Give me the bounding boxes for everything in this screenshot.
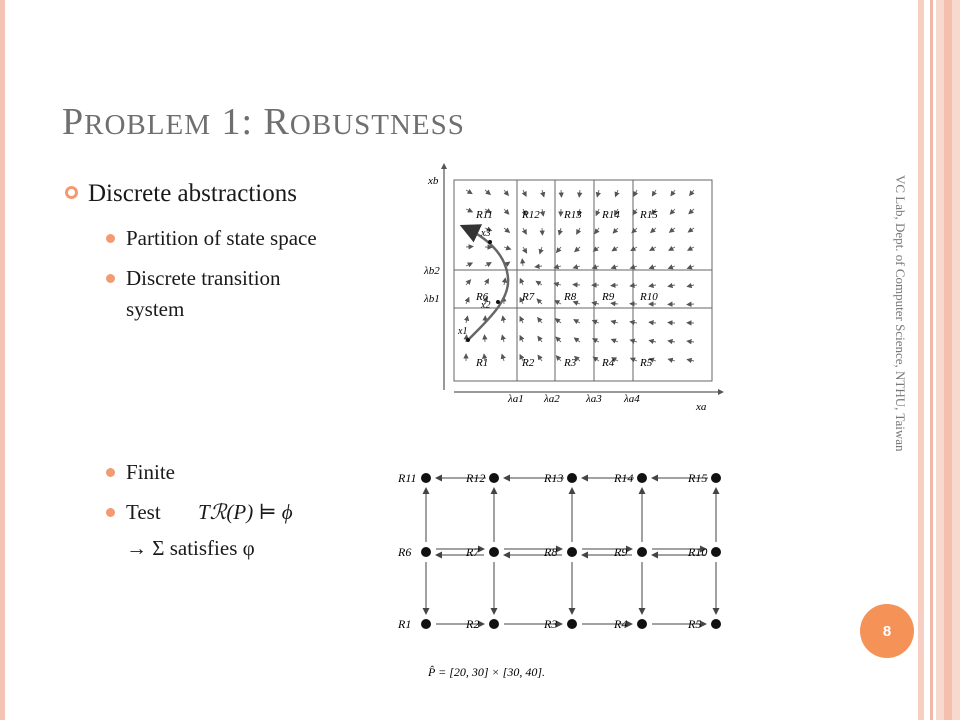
bullet-text: Discrete abstractions xyxy=(88,180,297,207)
x-axis-label: xa xyxy=(696,401,707,412)
field-arrow xyxy=(466,316,468,323)
test-formula: Tℛ(P) ⊨ ϕ xyxy=(198,500,293,524)
state-node xyxy=(489,619,499,629)
node-label: R14 xyxy=(614,471,634,485)
field-arrow xyxy=(536,281,542,285)
field-arrow xyxy=(520,336,523,342)
field-arrow xyxy=(668,285,675,286)
field-arrow xyxy=(649,285,656,286)
node-label: R4 xyxy=(614,617,628,631)
field-arrow xyxy=(615,190,618,197)
state-node xyxy=(489,473,499,483)
ring-bullet-icon xyxy=(65,186,78,199)
bullet-text: Test xyxy=(126,500,161,524)
right-border-band xyxy=(944,0,952,720)
field-arrow xyxy=(689,209,694,214)
page-number-badge: 8 xyxy=(860,604,914,658)
field-arrow xyxy=(631,247,637,251)
state-node xyxy=(567,619,577,629)
node-label: R15 xyxy=(688,471,708,485)
state-point xyxy=(496,300,500,304)
field-arrow xyxy=(611,303,618,304)
dot-bullet-icon xyxy=(106,274,115,283)
field-arrow xyxy=(668,323,675,324)
field-arrow xyxy=(485,335,486,342)
dot-bullet-icon xyxy=(106,234,115,243)
field-arrow xyxy=(670,228,676,232)
right-border-band xyxy=(918,0,924,720)
field-arrow xyxy=(538,336,542,342)
field-arrow xyxy=(537,299,542,304)
title-part: ROBLEM xyxy=(84,109,211,141)
field-arrow xyxy=(688,247,694,250)
state-node xyxy=(421,547,431,557)
region-label: R9 xyxy=(602,291,615,303)
field-arrow xyxy=(595,228,599,234)
field-arrow xyxy=(631,358,637,361)
field-arrow xyxy=(538,355,542,361)
field-arrow xyxy=(504,190,508,195)
title-part: P xyxy=(62,101,85,143)
field-arrow xyxy=(573,285,580,286)
node-label: R6 xyxy=(398,545,412,559)
figure-caption: P̂ = [20, 30] × [30, 40]. xyxy=(428,665,545,679)
field-arrow xyxy=(670,209,675,214)
right-border-band xyxy=(930,0,933,720)
field-arrow xyxy=(612,247,618,251)
title-part: R xyxy=(263,101,290,143)
field-arrow xyxy=(579,190,580,197)
field-arrow xyxy=(592,266,599,268)
bullet-text: Partition of state space xyxy=(126,226,317,250)
node-label: R13 xyxy=(544,471,564,485)
node-label: R1 xyxy=(398,617,412,631)
field-arrow xyxy=(613,228,618,233)
field-arrow xyxy=(520,279,523,285)
bullet-text: Finite xyxy=(126,460,176,484)
state-node xyxy=(637,547,647,557)
region-label: R7 xyxy=(522,291,535,303)
region-label: R3 xyxy=(564,357,577,369)
field-arrow xyxy=(520,317,523,323)
field-arrow xyxy=(466,209,472,212)
field-arrow xyxy=(593,321,600,324)
y-tick-label: λb1 xyxy=(424,293,440,305)
field-arrow xyxy=(504,278,505,285)
field-arrow xyxy=(556,319,562,323)
state-node xyxy=(711,473,721,483)
x-tick-label: λa3 xyxy=(586,393,602,405)
transition-graph-figure xyxy=(388,440,778,684)
field-arrow xyxy=(502,335,504,342)
field-arrow xyxy=(652,190,656,196)
state-node xyxy=(711,547,721,557)
state-node xyxy=(421,619,431,629)
field-arrow xyxy=(630,340,637,342)
field-arrow xyxy=(466,280,471,285)
dot-bullet-icon xyxy=(106,468,115,477)
node-label: R10 xyxy=(688,545,708,559)
field-arrow xyxy=(504,209,509,214)
field-arrow xyxy=(523,247,527,253)
field-arrow xyxy=(687,341,694,342)
field-arrow xyxy=(485,279,489,285)
field-arrow xyxy=(668,341,675,342)
field-arrow xyxy=(535,266,542,267)
field-arrow xyxy=(687,304,694,305)
field-arrow xyxy=(542,228,543,235)
title-part: 1: xyxy=(210,101,264,143)
field-arrow xyxy=(540,247,542,254)
field-arrow xyxy=(522,259,523,266)
state-node xyxy=(489,547,499,557)
field-arrow xyxy=(504,228,510,232)
vector-field-figure xyxy=(418,160,730,412)
bullet-text: → Σ satisfies φ xyxy=(126,536,255,560)
state-node xyxy=(637,619,647,629)
region-label: R11 xyxy=(476,209,493,221)
region-label: R12 xyxy=(522,209,540,221)
field-arrow xyxy=(611,266,618,268)
field-arrow xyxy=(688,228,694,232)
trajectory-curve xyxy=(462,226,508,340)
field-arrow xyxy=(466,263,472,266)
field-arrow xyxy=(556,356,561,361)
footer-text: VC Lab, Dept. of Computer Science, NTHU, Taiwan xyxy=(893,175,908,452)
node-label: R9 xyxy=(614,545,628,559)
slide-title xyxy=(62,100,465,144)
state-node xyxy=(567,547,577,557)
field-arrow xyxy=(630,322,637,323)
bullet-text: Discrete transition xyxy=(126,266,281,290)
field-arrow xyxy=(574,338,580,342)
field-arrow xyxy=(651,228,656,233)
left-border-rule xyxy=(0,0,5,720)
state-point xyxy=(466,338,470,342)
field-arrow xyxy=(542,209,543,216)
x-tick-label: λa4 xyxy=(624,393,640,405)
field-arrow xyxy=(574,320,580,323)
field-arrow xyxy=(523,228,526,234)
point-label: x1 xyxy=(458,326,468,337)
point-label: x2 xyxy=(481,300,491,311)
field-arrow xyxy=(649,266,656,268)
field-arrow xyxy=(573,266,580,268)
region-label: R6 xyxy=(476,291,489,303)
field-arrow xyxy=(630,285,637,286)
node-label: R8 xyxy=(544,545,558,559)
region-label: R14 xyxy=(602,209,620,221)
field-arrow xyxy=(556,337,561,342)
state-node xyxy=(711,619,721,629)
node-label: R3 xyxy=(544,617,558,631)
state-node xyxy=(421,473,431,483)
field-arrow xyxy=(542,190,544,197)
field-arrow xyxy=(466,247,473,248)
field-arrow xyxy=(634,190,637,196)
title-part: OBUSTNESS xyxy=(289,109,465,141)
bullet-text: system xyxy=(126,297,185,321)
dot-bullet-icon xyxy=(106,508,115,517)
field-arrow xyxy=(668,359,675,361)
field-arrow xyxy=(559,228,561,235)
field-arrow xyxy=(485,190,490,195)
field-arrow xyxy=(592,303,599,304)
region-label: R4 xyxy=(602,357,615,369)
node-label: R5 xyxy=(688,617,702,631)
region-labels xyxy=(475,209,658,369)
field-arrow xyxy=(596,209,599,215)
region-label: R10 xyxy=(640,291,658,303)
field-arrow xyxy=(561,190,562,197)
state-node xyxy=(637,473,647,483)
node-label: R11 xyxy=(398,471,417,485)
y-axis-label: xb xyxy=(428,175,439,187)
transition-graph xyxy=(397,471,721,631)
x-tick-label: λa2 xyxy=(544,393,560,405)
region-label: R15 xyxy=(640,209,658,221)
field-arrow xyxy=(687,266,694,268)
region-label: R5 xyxy=(640,357,653,369)
field-arrow xyxy=(503,316,504,323)
point-label: x3 xyxy=(481,228,491,239)
state-point xyxy=(488,240,492,244)
node-label: R2 xyxy=(466,617,480,631)
field-arrow xyxy=(690,190,694,195)
field-arrow xyxy=(557,247,562,252)
field-arrow xyxy=(502,354,504,361)
region-label: R8 xyxy=(564,291,577,303)
field-arrow xyxy=(466,190,472,194)
field-arrow xyxy=(649,340,656,342)
field-arrow xyxy=(485,263,491,266)
field-arrow xyxy=(669,247,675,250)
field-arrow xyxy=(466,298,469,304)
field-arrow xyxy=(668,266,675,268)
field-arrow xyxy=(611,321,618,323)
state-node xyxy=(567,473,577,483)
field-arrow xyxy=(597,190,599,197)
field-arrow xyxy=(575,247,580,252)
field-arrow xyxy=(612,339,619,342)
field-arrow xyxy=(523,190,526,196)
field-arrow xyxy=(538,318,542,323)
field-arrow xyxy=(650,247,656,251)
field-arrow xyxy=(504,247,511,249)
node-label: R7 xyxy=(466,545,480,559)
x-tick-label: λa1 xyxy=(508,393,524,405)
region-label: R2 xyxy=(522,357,535,369)
field-arrow xyxy=(630,266,637,268)
y-tick-label: λb2 xyxy=(424,265,440,277)
region-label: R13 xyxy=(564,209,582,221)
field-arrow xyxy=(687,360,694,362)
field-arrow xyxy=(649,322,656,323)
field-arrow xyxy=(671,190,675,196)
field-arrow xyxy=(555,301,561,305)
field-arrow xyxy=(687,285,694,287)
field-arrow xyxy=(577,228,580,234)
node-label: R12 xyxy=(466,471,486,485)
region-label: R1 xyxy=(476,357,489,369)
field-arrow xyxy=(611,285,618,286)
